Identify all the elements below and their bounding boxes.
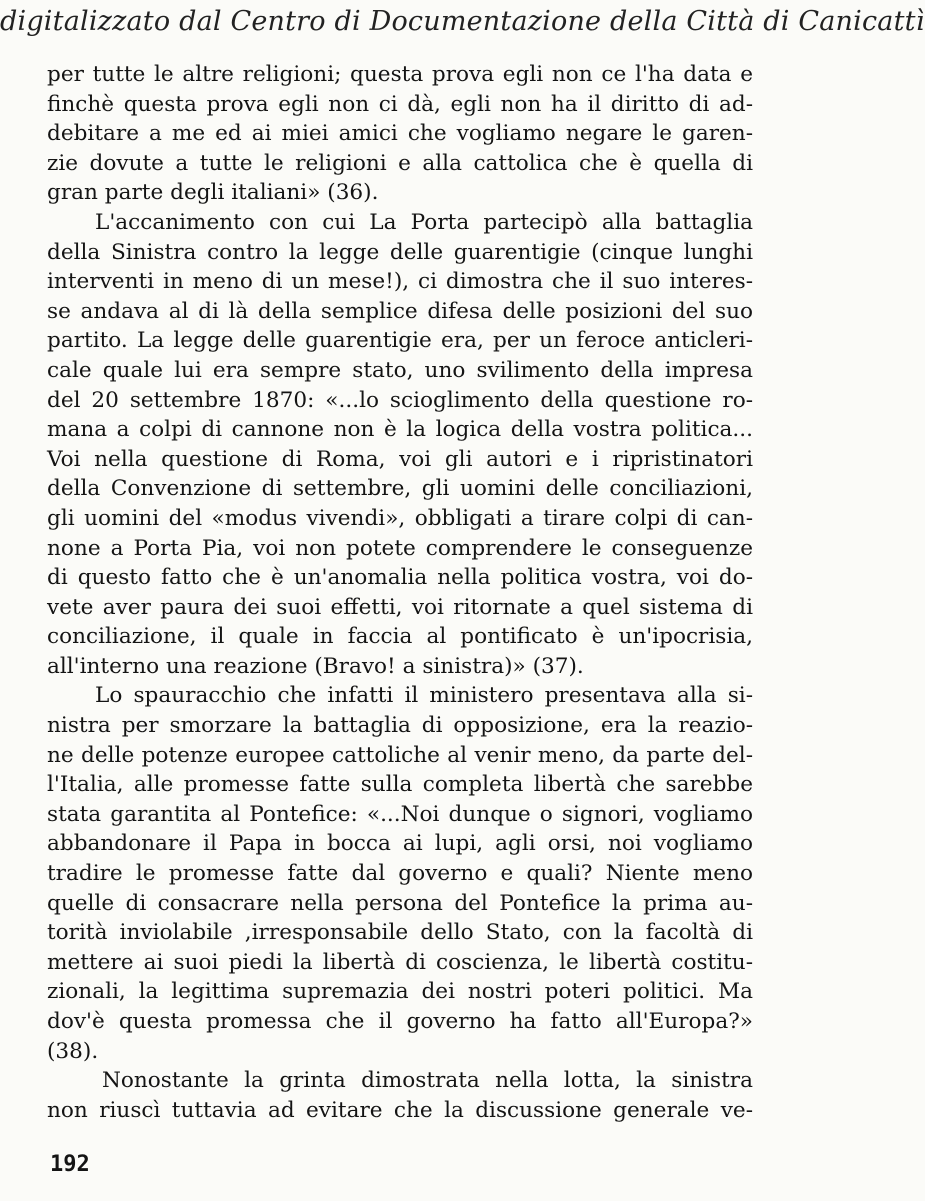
text-line: zionali, la legittima supremazia dei nostri poteri politici. Ma <box>47 979 753 1005</box>
text-line: nistra per smorzare la battaglia di opposizione, era la reazio- <box>47 713 753 739</box>
text-line: L'accanimento con cui La Porta partecipò alla battaglia <box>95 209 753 235</box>
text-line: mettere ai suoi piedi la libertà di coscienza, le libertà costitu- <box>47 949 753 975</box>
text-line: quelle di consacrare nella persona del Pontefice la prima au- <box>47 890 753 916</box>
text-line: della Convenzione di settembre, gli uomini delle conciliazioni, <box>47 476 753 502</box>
text-line: interventi in meno di un mese!), ci dimostra che il suo interes- <box>47 269 753 295</box>
paragraph <box>47 208 753 682</box>
text-line: zie dovute a tutte le religioni e alla cattolica che è quella di <box>47 150 753 176</box>
text-line: dov'è questa promessa che il governo ha fatto all'Europa?» <box>47 1009 753 1034</box>
digitization-watermark: digitalizzato dal Centro di Documentazione della Città di Canicattì <box>0 6 925 37</box>
text-line: ne delle potenze europee cattoliche al venir meno, da parte del- <box>47 742 753 768</box>
text-line: Lo spauracchio che infatti il ministero presentava alla si- <box>95 683 753 709</box>
text-line: mana a colpi di cannone non è la logica della vostra politica... <box>47 417 753 443</box>
text-line: (38). <box>47 1038 99 1064</box>
text-line: partito. La legge delle guarentigie era, per un feroce anticleri- <box>47 328 753 354</box>
paragraph <box>47 1066 753 1125</box>
text-line: tradire le promesse fatte dal governo e quali? Niente meno <box>47 861 753 887</box>
text-line: none a Porta Pia, voi non potete comprendere le conseguenze <box>47 535 753 561</box>
text-line: della Sinistra contro la legge delle guarentigie (cinque lunghi <box>47 239 753 265</box>
page-number: 192 <box>50 1152 90 1177</box>
text-line: debitare a me ed ai miei amici che vogliamo negare le garen- <box>47 121 753 147</box>
text-line: per tutte le altre religioni; questa prova egli non ce l'ha data e <box>47 62 753 87</box>
text-line: torità inviolabile ,irresponsabile dello Stato, con la facoltà di <box>47 920 753 946</box>
text-line: vete aver paura dei suoi effetti, voi ritornate a quel sistema di <box>47 594 753 620</box>
text-line: Voi nella questione di Roma, voi gli autori e i ripristinatori <box>47 446 753 472</box>
text-line: abbandonare il Papa in bocca ai lupi, agli orsi, noi vogliamo <box>47 831 753 857</box>
text-line: l'Italia, alle promesse fatte sulla completa libertà che sarebbe <box>47 772 753 798</box>
text-line: non riuscì tuttavia ad evitare che la discussione generale ve- <box>47 1097 753 1123</box>
text-line: stata garantita al Pontefice: «...Noi dunque o signori, vogliamo <box>47 801 753 827</box>
text-line: finchè questa prova egli non ci dà, egli non ha il diritto di ad- <box>47 91 753 117</box>
text-line: Nonostante la grinta dimostrata nella lotta, la sinistra <box>102 1068 753 1094</box>
paragraph <box>47 60 753 208</box>
text-line: del 20 settembre 1870: «...lo scioglimento della questione ro- <box>47 387 753 413</box>
text-line: se andava al di là della semplice difesa delle posizioni del suo <box>47 298 753 324</box>
text-line: conciliazione, il quale in faccia al pontificato è un'ipocrisia, <box>47 624 753 650</box>
body-text <box>47 60 753 1125</box>
text-line: cale quale lui era sempre stato, uno svilimento della impresa <box>47 357 753 383</box>
paragraph <box>47 681 753 1066</box>
text-line: di questo fatto che è un'anomalia nella politica vostra, voi do- <box>47 565 753 591</box>
text-line: gran parte degli italiani» (36). <box>47 180 379 206</box>
text-line: all'interno una reazione (Bravo! a sinistra)» (37). <box>47 653 584 679</box>
text-line: gli uomini del «modus vivendi», obbligati a tirare colpi di can- <box>47 505 753 531</box>
